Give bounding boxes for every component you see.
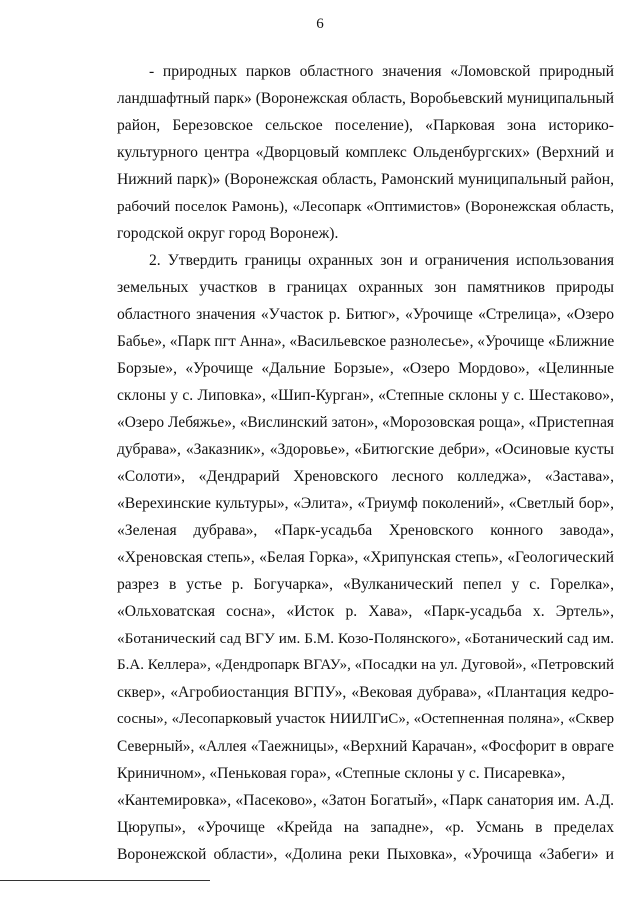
text-line: Цюрупы», «Урочище «Крейда на западне», «р. Усмань в пределах [117, 819, 614, 836]
text-line: сквер», «Агробиостанция ВГПУ», «Вековая дубрава», «Плантация кедро- [117, 684, 614, 701]
page-number: 6 [316, 16, 324, 32]
text-line: Криничном», «Пеньковая гора», «Степные склоны у с. Писаревка», [117, 765, 566, 782]
text-line: земельных участков в границах охранных зон памятников природы [117, 279, 614, 296]
text-line: «Ольховатская сосна», «Исток р. Хава», «Парк-усадьба х. Эртель», [117, 603, 614, 620]
text-line: «Солоти», «Дендрарий Хреновского лесного колледжа», «Застава», [117, 468, 614, 485]
text-line: сосны», «Лесопарковый участок НИИЛГиС», «Остепненная поляна», «Сквер [117, 711, 614, 727]
text-line: - природных парков областного значения «Ломовской природный [149, 63, 614, 80]
text-line: дубрава», «Заказник», «Здоровье», «Битюгские дебри», «Осиновые кусты [117, 441, 614, 458]
text-line: Борзые», «Урочище «Дальние Борзые», «Озеро Мордово», «Целинные [117, 360, 614, 377]
footer-rule [0, 880, 210, 881]
text-line: «Хреновская степь», «Белая Горка», «Хрипунская степь», «Геологический [117, 549, 614, 566]
text-line: областного значения «Участок р. Битюг», «Урочище «Стрелица», «Озеро [117, 306, 614, 323]
text-line: склоны у с. Липовка», «Шип-Курган», «Степные склоны у с. Шестаково», [117, 387, 614, 404]
document-body [117, 58, 614, 868]
text-line: Нижний парк)» (Воронежская область, Рамонский муниципальный район, [117, 171, 614, 188]
text-line: Воронежской области», «Долина реки Пыховка», «Урочища «Забеги» и [117, 846, 614, 863]
text-line: ландшафтный парк» (Воронежская область, Воробьевский муниципальный [117, 90, 614, 107]
text-line: городской округ город Воронеж). [117, 225, 339, 242]
text-line: культурного центра «Дворцовый комплекс Ольденбургских» (Верхний и [117, 144, 614, 161]
text-line: район, Березовское сельское поселение), «Парковая зона историко- [117, 117, 614, 134]
text-line: Б.А. Келлера», «Дендропарк ВГАУ», «Посадки на ул. Дуговой», «Петровский [117, 657, 614, 673]
text-line: 2. Утвердить границы охранных зон и ограничения использования [149, 252, 614, 269]
text-line: «Верехинские культуры», «Элита», «Триумф поколений», «Светлый бор», [117, 495, 614, 512]
text-line: разрез в устье р. Богучарка», «Вулканический пепел у с. Горелка», [117, 576, 614, 593]
text-line: Северный», «Аллея «Таежницы», «Верхний Карачан», «Фосфорит в овраге [117, 738, 614, 755]
text-line: «Ботанический сад ВГУ им. Б.М. Козо-Полянского», «Ботанический сад им. [117, 630, 614, 647]
text-line: рабочий поселок Рамонь), «Лесопарк «Оптимистов» (Воронежская область, [117, 198, 614, 215]
text-line: Бабье», «Парк пгт Анна», «Васильевское разнолесье», «Урочище «Ближние [117, 333, 615, 350]
text-line: «Кантемировка», «Пасеково», «Затон Богатый», «Парк санатория им. А.Д. [117, 792, 614, 809]
text-line: «Озеро Лебяжье», «Вислинский затон», «Морозовская роща», «Пристепная [117, 414, 614, 431]
text-line: «Зеленая дубрава», «Парк-усадьба Хреновского конного завода», [117, 522, 614, 539]
